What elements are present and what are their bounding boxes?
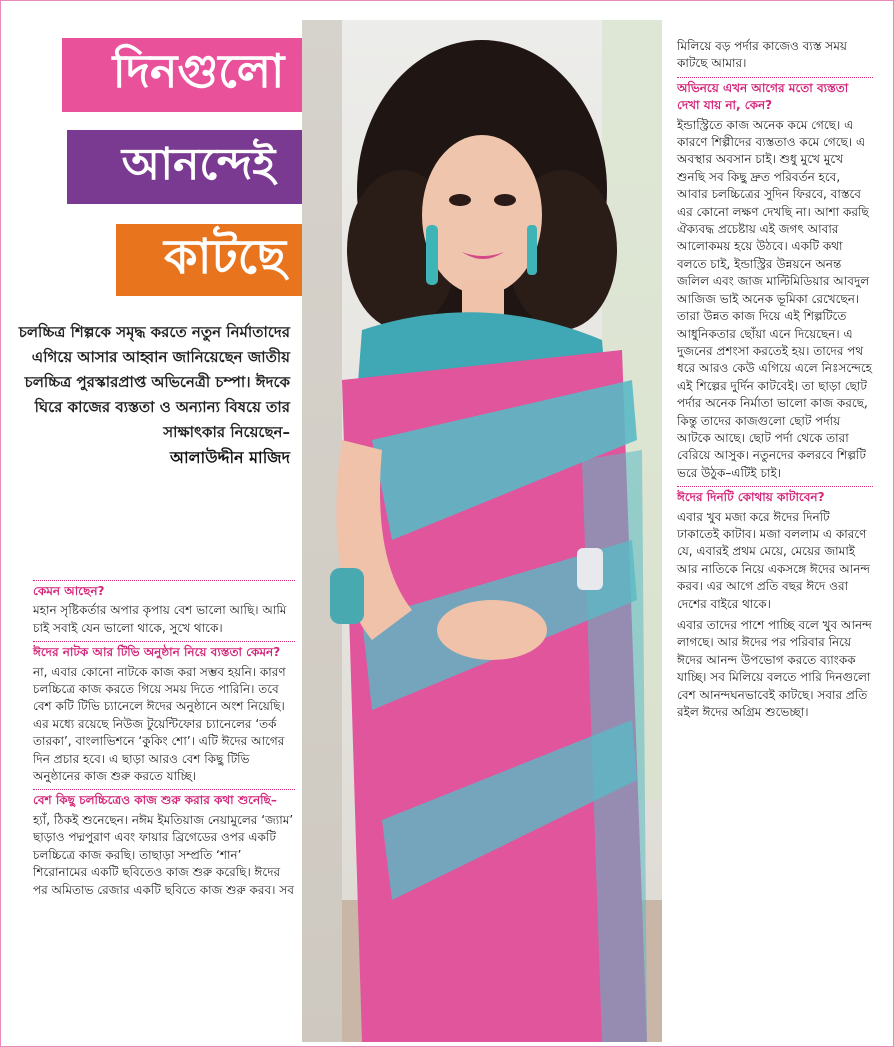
- continued-answer: মিলিয়ে বড় পর্দার কাজেও ব্যস্ত সময় কাটছে আমার।: [677, 39, 847, 71]
- portrait-illustration: [302, 20, 662, 1042]
- question-2: ঈদের নাটক আর টিভি অনুষ্ঠান নিয়ে ব্যস্ততা কেমন?: [33, 641, 295, 661]
- answer-1: মহান সৃষ্টিকর্তার অপার কৃপায় বেশ ভালো আছি। আমি চাই সবাই যেন ভালো থাকে, সুখে থাকে।: [33, 603, 287, 635]
- right-column: [677, 38, 873, 725]
- question-1: কেমন আছেন?: [33, 580, 295, 600]
- question-4: অভিনয়ে এখন আগের মতো ব্যস্ততা দেখা যায় না, কেন?: [677, 77, 873, 115]
- question-3: বেশ কিছু চলচ্চিত্রেও কাজ শুরু করার কথা শুনেছি–: [33, 789, 295, 809]
- answer-4: ইন্ডাস্ট্রিতে কাজ অনেক কমে গেছে। এ কারণে শিল্পীদের ব্যস্ততাও কমে গেছে। এ অবস্থার অবসান চাই। শুধু মুখে মুখে শুনছি সব কিছু দ্রুত পরিবর্তন হবে, আবার চলচ্চিত্রের সুদিন ফিরবে, বাস্তবে এর কোনো লক্ষণ দেখছি না। আশা করছি ঐক্যবদ্ধ প্রচেষ্টায় এই জগৎ আবার আলোকময় হয়ে উঠবে। একটি কথা বলতে চাই, ইন্ডাস্ট্রির উন্নয়নে অনন্ত জলিল এবং জাজ মাল্টিমিডিয়ার আবদুল আজিজ ভাই অনেক ভূমিকা রেখেছেন। তারা উন্নত কাজ দিয়ে এই শিল্পটিতে আধুনিকতার ছোঁয়া এনে দিয়েছেন। এ দুজনের প্রশংসা করতেই হয়। তাদের পথ ধরে আরও কেউ এগিয়ে এলে নিঃসন্দেহে এই শিল্পের দুর্দিন কাটবেই। তা ছাড়া ছোট পর্দার অনেক নির্মাতা ভালো কাজ করছে, কিন্তু তাদের কাজগুলো ছোট পর্দায় আটকে আছে। ছোট পর্দা থেকে তারা বেরিয়ে আসুক। নতুনদের কলরবে শিল্পটি ভরে উঠুক–এটিই চাই।: [677, 117, 872, 480]
- byline: আলাউদ্দীন মাজিদ: [169, 448, 290, 467]
- answer-3: হ্যাঁ, ঠিকই শুনেছেন। নঈম ইমতিয়াজ নেয়ামুলের ‘জ্যাম’ ছাড়াও পদ্মপুরাণ এবং ফায়ার ব্রিগেডের ওপর একটি চলচ্চিত্রে কাজ করছি। তাছাড়া সম্প্রতি ‘শান’ শিরোনামের একটি ছবিতেও কাজ শুরু করেছি। ঈদের পর অমিতাভ রেজার একটি ছবিতে কাজ শুরু করব। সব: [33, 812, 294, 897]
- question-5: ঈদের দিনটি কোথায় কাটাবেন?: [677, 486, 873, 506]
- headline-line-2: আনন্দেই: [67, 130, 330, 204]
- answer-5-continued: এবার তাদের পাশে পাচ্ছি বলে খুব আনন্দ লাগছে। আর ঈদের পর পরিবার নিয়ে ঈদের আনন্দ উপভোগ করতে ব্যাংকক যাচ্ছি। সব মিলিয়ে বলতে পারি দিনগুলো বেশ আনন্দঘনভাবেই কাটছে। সবার প্রতি রইল ঈদের অগ্রিম শুভেচ্ছা।: [677, 618, 872, 720]
- left-column: [33, 576, 295, 903]
- answer-5: এবার খুব মজা করে ঈদের দিনটি ঢাকাতেই কাটাব। মজা বললাম এ কারণে যে, এবারই প্রথম মেয়ে, মেয়ের জামাই আর নাতিকে নিয়ে একসঙ্গে ঈদের আনন্দ করব। এর আগে প্রতি বছর ঈদে ওরা দেশের বাইরে থাকে।: [677, 509, 871, 611]
- answer-2: না, এবার কোনো নাটকে কাজ করা সম্ভব হয়নি। কারণ চলচ্চিত্রে কাজ করতে গিয়ে সময় দিতে পারিনি। তবে বেশ কটি টিভি চ্যানেলে ঈদের অনুষ্ঠানে অংশ নিয়েছি। এর মধ্যে রয়েছে নিউজ টুয়েন্টিফোর চ্যানেলের ‘তর্ক তারকা’, বাংলাভিশনে ‘কুকিং শো’। এটি ঈদের আগের দিন প্রচার হবে। এ ছাড়া আরও বেশ কিছু টিভি অনুষ্ঠানের কাজ শুরু করতে যাচ্ছি।: [33, 664, 286, 784]
- intro-paragraph: [14, 320, 290, 470]
- actress-photo: [302, 20, 662, 1042]
- headline-line-3: কাটছে: [116, 224, 334, 296]
- headline-line-1: দিনগুলো: [62, 38, 335, 112]
- intro-text: চলচ্চিত্র শিল্পকে সমৃদ্ধ করতে নতুন নির্মাতাদের এগিয়ে আসার আহ্বান জানিয়েছেন জাতীয় চলচ্চিত্র পুরস্কারপ্রাপ্ত অভিনেত্রী চম্পা। ঈদকে ঘিরে কাজের ব্যস্ততা ও অন্যান্য বিষয়ে তার সাক্ষাৎকার নিয়েছেন–: [18, 323, 290, 441]
